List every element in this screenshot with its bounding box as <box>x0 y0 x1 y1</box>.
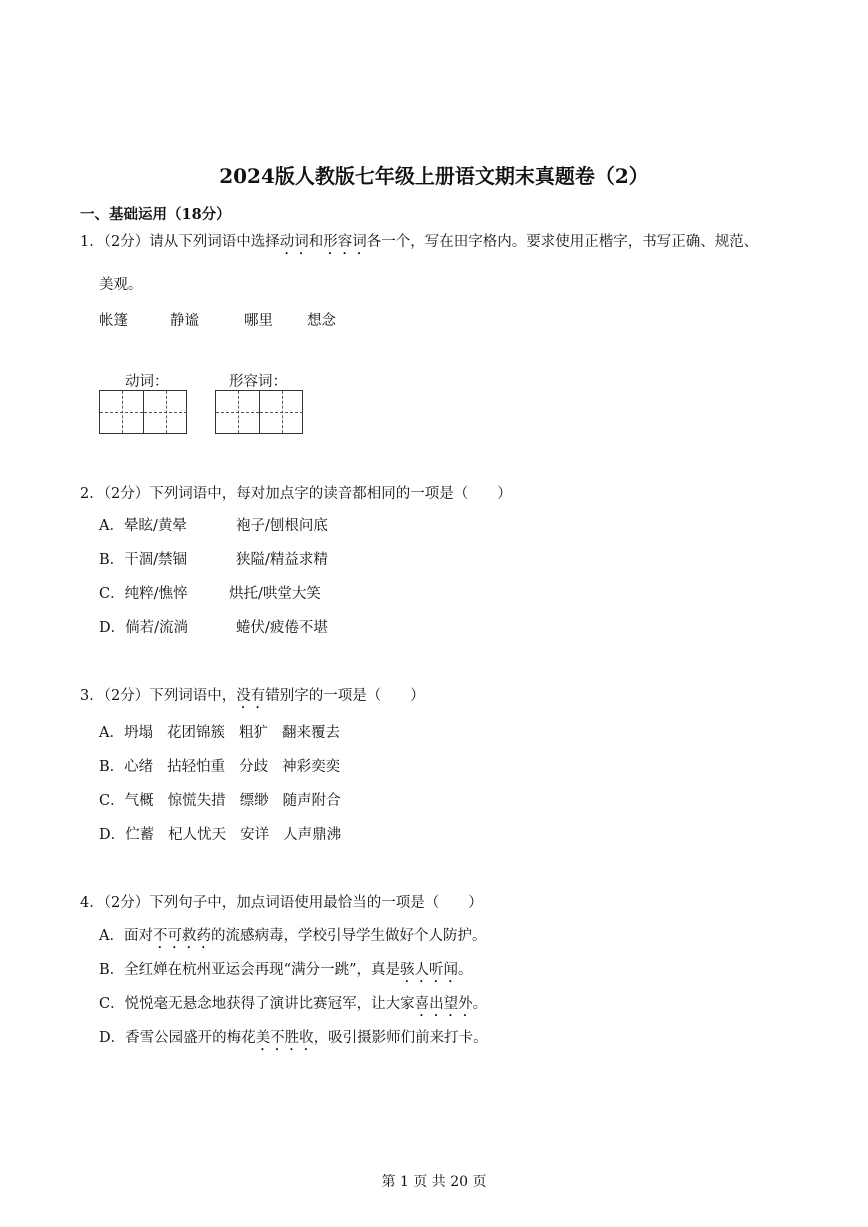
q4-option-text: 。 <box>472 996 488 1012</box>
q3-term: A．坍塌 <box>99 725 153 741</box>
q1-stem-line2: 美观。 <box>99 277 143 293</box>
q4-option-text: B．全红婵在杭州亚运会再现“满分一跳”，真是 <box>99 962 400 978</box>
tian-cell[interactable] <box>259 391 303 433</box>
q4-emphasis: 美不胜收 <box>255 1030 314 1046</box>
q1-stem-post: 各一个，写在田字格内。要求使用正楷字，书写正确、规范、 <box>366 234 759 250</box>
q4-option-text: ，吸引摄影师们前来打卡。 <box>313 1030 488 1046</box>
verb-writing-grid[interactable] <box>99 390 187 434</box>
q1-word: 哪里 <box>244 313 273 329</box>
q1-stem-pre: 1．（2分）请从下列词语中选择 <box>80 234 280 250</box>
tian-cell[interactable] <box>143 391 187 433</box>
q3-term: D．伫蓄 <box>99 827 155 843</box>
q2-option-c: C．纯粹/憔悴 <box>99 586 188 602</box>
section-heading: 一、基础运用（18分） <box>80 206 231 223</box>
q1-word: 帐篷 <box>99 313 128 329</box>
q3-emphasis: 没有 <box>236 688 266 704</box>
q3-term: C．气概 <box>99 793 154 809</box>
q3-stem-pre: 3．（2分）下列词语中， <box>80 688 237 704</box>
q1-adj-emphasis: 形容词 <box>323 234 367 250</box>
page-title: 2024版人教版七年级上册语文期末真题卷（2） <box>219 164 649 188</box>
tian-cell[interactable] <box>100 391 144 433</box>
q2-stem: 2．（2分）下列词语中，每对加点字的读音都相同的一项是（ ） <box>80 486 512 502</box>
q4-option-text: A．面对 <box>99 928 153 944</box>
q4-emphasis: 骇人听闻 <box>399 962 458 978</box>
q3-option-d <box>99 823 341 844</box>
q3-option-b <box>99 755 340 776</box>
q3-term: B．心绪 <box>99 759 154 775</box>
q4-option-a <box>99 924 486 952</box>
q2-option-a: A．晕眩/黄晕 <box>99 518 187 534</box>
q1-adj-label: 形容词： <box>229 374 287 390</box>
page-footer: 第 1 页 共 20 页 <box>381 1174 487 1190</box>
q4-option-d <box>99 1026 488 1054</box>
q3-option-c <box>99 789 341 810</box>
adj-writing-grid[interactable] <box>215 390 303 434</box>
q1-verb-emphasis: 动词 <box>279 234 309 250</box>
q3-term: 随声附合 <box>282 793 341 809</box>
q4-option-b <box>99 958 472 986</box>
q3-term: 拈轻怕重 <box>167 759 226 775</box>
q4-option-text: 的流感病毒，学校引导学生做好个人防护。 <box>210 928 487 944</box>
q1-word-list <box>0 309 868 329</box>
q3-term: 惊慌失措 <box>167 793 226 809</box>
q4-stem: 4．（2分）下列句子中，加点词语使用最恰当的一项是（ ） <box>80 895 483 911</box>
q4-option-text: 。 <box>457 962 473 978</box>
tian-cell[interactable] <box>216 391 260 433</box>
q3-term: 安详 <box>240 827 270 843</box>
q1-verb-label: 动词： <box>125 374 169 390</box>
q1-stem-line1 <box>80 230 758 258</box>
q3-term: 花团锦簇 <box>166 725 225 741</box>
q4-emphasis: 喜出望外 <box>414 996 473 1012</box>
q3-term: 人声鼎沸 <box>283 827 342 843</box>
q3-term: 粗犷 <box>238 725 268 741</box>
q2-option-a-pair2: 袍子/刨根问底 <box>236 518 328 534</box>
q4-emphasis: 不可救药 <box>152 928 211 944</box>
q2-option-d-pair2: 蜷伏/疲倦不堪 <box>236 620 328 636</box>
q3-option-a <box>99 721 340 742</box>
q3-term: 神彩奕奕 <box>282 759 341 775</box>
q2-option-b-pair2: 狭隘/精益求精 <box>236 552 328 568</box>
q4-option-c <box>99 992 487 1020</box>
q3-stem <box>80 684 425 712</box>
q1-and: 和 <box>308 234 324 250</box>
q2-option-b: B．干涸/禁锢 <box>99 552 188 568</box>
q3-term: 分歧 <box>239 759 269 775</box>
q4-option-text: D．香雪公园盛开的梅花 <box>99 1030 256 1046</box>
q3-term: 杞人忧天 <box>168 827 227 843</box>
q3-term: 翻来覆去 <box>281 725 340 741</box>
q3-stem-post: 错别字的一项是（ ） <box>265 688 425 704</box>
q2-option-d: D．倘若/流淌 <box>99 620 189 636</box>
q1-word: 想念 <box>307 313 336 329</box>
q2-option-c-pair2: 烘托/哄堂大笑 <box>229 586 321 602</box>
q4-option-text: C．悦悦毫无悬念地获得了演讲比赛冠军，让大家 <box>99 996 415 1012</box>
q1-word: 静谧 <box>170 313 199 329</box>
q3-term: 缥缈 <box>239 793 269 809</box>
